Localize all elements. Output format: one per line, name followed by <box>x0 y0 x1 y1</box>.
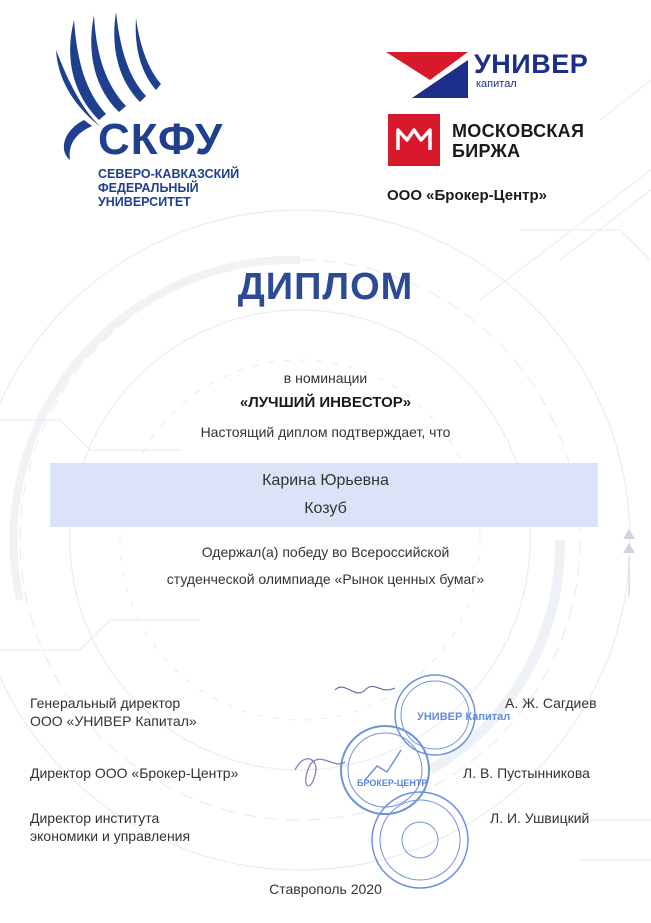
moex-name-line: БИРЖА <box>452 141 521 161</box>
skfu-fullname <box>98 167 239 209</box>
role-line: Директор ООО «Брокер-Центр» <box>30 765 239 781</box>
role-line: Генеральный директор <box>30 695 181 711</box>
broker-name: ООО «Брокер-Центр» <box>387 187 548 204</box>
moex-name-line: МОСКОВСКАЯ <box>452 121 585 141</box>
signatory-name-institute: Л. И. Ушвицкий <box>490 810 590 826</box>
city-year: Ставрополь 2020 <box>269 881 382 897</box>
skfu-name: СКФУ <box>98 115 224 164</box>
role-line: экономики и управления <box>30 828 191 844</box>
stamp-broker-text: БРОКЕР-ЦЕНТР <box>357 778 428 788</box>
stamp-univer-text: УНИВЕР Капитал <box>417 711 511 723</box>
signature-role-broker <box>30 764 238 782</box>
nomination-intro: в номинации <box>283 370 368 386</box>
stamps-and-signatures <box>285 670 515 915</box>
achievement-line: Одержал(а) победу во Всероссийской <box>201 544 450 560</box>
skfu-fullname-line: ФЕДЕРАЛЬНЫЙ <box>98 181 199 195</box>
signature-role-univer <box>30 694 197 730</box>
signatory-name-broker: Л. В. Пустынникова <box>463 765 590 781</box>
diploma-title: ДИПЛОМ <box>237 266 414 308</box>
univer-name: УНИВЕР <box>474 49 589 79</box>
skfu-fullname-line: УНИВЕРСИТЕТ <box>98 195 191 209</box>
decorative-arrows <box>621 527 637 597</box>
nomination-title: «ЛУЧШИЙ ИНВЕСТОР» <box>239 394 412 411</box>
role-line: Директор института <box>30 810 160 826</box>
role-line: ООО «УНИВЕР Капитал» <box>30 713 197 729</box>
signatory-name-univer: А. Ж. Сагдиев <box>505 695 597 711</box>
moex-logo-icon <box>388 114 440 166</box>
recipient-first-name: Карина Юрьевна <box>262 472 389 489</box>
signature-role-institute <box>30 809 190 845</box>
achievement-line: студенческой олимпиаде «Рынок ценных бумаг» <box>166 571 485 587</box>
recipient-last-name: Козуб <box>304 500 347 517</box>
confirm-text: Настоящий диплом подтверждает, что <box>200 424 451 440</box>
moex-name <box>452 121 584 161</box>
univer-logo-icon <box>386 50 468 100</box>
univer-subtitle: капитал <box>476 78 517 90</box>
skfu-fullname-line: СЕВЕРО-КАВКАЗСКИЙ <box>98 167 240 181</box>
